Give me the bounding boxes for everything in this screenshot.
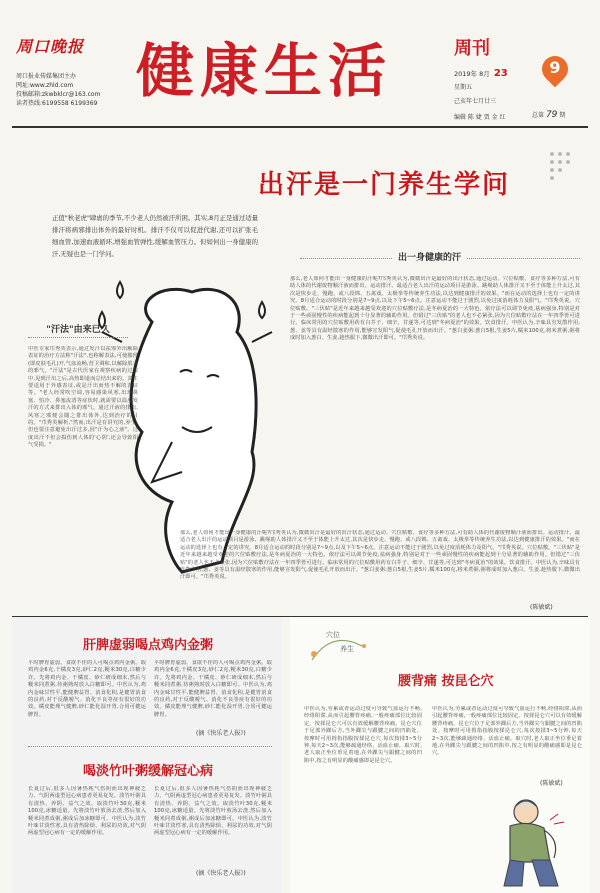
article-2-title: 喝淡竹叶粥缓解冠心病 xyxy=(82,764,213,779)
editor-line: 编辑 陈 婕 贾 金 红 xyxy=(454,114,506,121)
issue-suffix: 期 xyxy=(559,112,566,119)
weekly-label: 周刊 xyxy=(454,38,490,59)
dot-decoration xyxy=(548,150,570,182)
ornament-bottom: 养生 xyxy=(340,645,354,653)
article-2-body-left: 长夏过后,很多人因暑热耗气伤阴而出现神疲乏力、气阴两虚型冠心病患者更易复发。淡竹叶粥具有清热、养阴、益气之效。取淡竹叶30克,粳米100克,冰糖适量。先将淡竹叶煎汤去渣,然后加入粳米同煮成粥,粥成后加冰糖即可。中医认为,淡竹叶味甘淡性寒,具有清热除烦、利尿的功效,对气阴两虚型冠心病有一定的缓解作用。 xyxy=(28,786,146,837)
feature-source: (陈敏斌) xyxy=(530,604,553,611)
dots-icon xyxy=(548,150,570,182)
feature-headline: 出汗是一门养生学问 xyxy=(258,170,511,200)
article-divider xyxy=(28,746,272,747)
date-day: 23 xyxy=(493,68,508,79)
info-line: 周口报业传媒集团主办 xyxy=(16,73,77,80)
acupoint-ornament xyxy=(304,624,394,668)
paper-logo: 周口晚报 xyxy=(16,37,85,56)
feature-left-column: 中医专家邝秀英表示,通过发汗以祛邪外出解除表证的治疗方法称"汗法",也称解表法,可使腠理(即皮肤毛孔)开,气血流畅,营卫调和,以解除肌表的邪气。"汗法"是古代医家在观察疾病的过程中,见到汗出之后,高热即退而总结出来的。其主要适用于外感表证,或是汗出而热不解的表证等。"老人经常吹空调,容易感染风寒,出现鼻塞、怕冷、鼻塞流清等症状时,就需要以温度发汗的方式来排出入体的邪气。通过汗液的排出,风寒之邪便会随之排出体外,达到治疗的目的。"邝秀英解析,"然而,出汗是有讲究的,养生,但也要注意避免出汗过多,因"汗为心之液"。过度出汗不但会损伤到人体的'心阴',还会导致阳气受损。" xyxy=(28,346,138,449)
date-line xyxy=(454,68,508,79)
ornament-top: 穴位 xyxy=(326,631,340,639)
article-2-source: (摘《快乐老人报》) xyxy=(196,870,246,877)
lunar-date: 己亥年七月廿三 xyxy=(454,98,497,105)
feature-right-column-lower: 那么,老人如何才能出一身健康的汗呢?邝秀英认为,微微出汗是最好的出汗状态,通过运动、穴位贴敷、食疗等多种方法,可有助人体的代谢废物顺汗液而排出。运动排汗。最适合老人出汗的运动项目是游泳、跳绳助人体排汗又不至于体能上升太过,其次是快步走、慢跑、或八段锦、五禽戏、太极拳等传统养生功法,以达到健康排汗的效果。"而在运动的选择上也有一定的讲究。8月适合运动的时段分别是7~9点,以及下午5~6点。注意运动不能过于剧烈,以免过度消耗体力及阳气。"邝秀英说。穴位贴敷。"三伏贴"是近年来越来越受欢迎的穴位贴敷疗法,是冬病夏治的一大特色。依疗法可以调节免疫,祛病强身,特别是对于一些顽固慢性的疾病能起到十分显著的辅助作用。但错过"三伏贴"的老人也不必紧张,因为穴位贴敷疗法在一年四季皆可进行。临床常用的穴位贴敷用药有白芥子、细辛、甘遂等,可达到"冬病夏治"的效果。饮食排汗。中医认为,辛味具有发散作用,葱、姜等具有温经散寒的作用,能够宣发阳气,促使毛孔开放而出汗。"葱白姜粥:葱白5根,生姜5片,糯米100克,将米煮粥,粥将成时加入葱白、生姜,趁热服下,微微出汗即可。"邝秀英说。 xyxy=(180,530,580,581)
subheading-healthy-sweat xyxy=(300,250,580,266)
issue-line xyxy=(532,110,565,120)
article-1-body-left: 平时脾胃虚弱、食欲不佳的人可喝点鸡内金粥。取鸡内金6克,干橘皮3克,砂仁2克,粳米30克,白糖少许。先将鸡内金、干橘皮、砂仁研成细末,然后与粳米同煮粥,待粥熟时放入白糖即可。中医认为,鸡内金味甘性平,能健脾益胃、消食化积,是健胃消食的良药,对于反酸嗳气、消化不良等症有很好的功效。橘皮能理气健脾,砂仁能化湿开胃,合用可健运脾胃。 xyxy=(28,660,146,718)
subheading-text: "汗法"由来已久 xyxy=(46,325,110,335)
weekday: 星期五 xyxy=(454,84,473,91)
issue-label: 总第 xyxy=(532,112,545,119)
masthead-title: 健康生活 xyxy=(136,37,393,105)
info-lines xyxy=(16,72,136,108)
info-line: 网址:www.zhld.com xyxy=(16,82,74,89)
article-3-body-left: 中医认为,劳累或者运动过度可导致气血运行不畅,经络阻滞,从而引起腰背疼痛,一般疼痛部位比较固定。按揉昆仑穴可以有效缓解腰背疼痛。昆仑穴位于足部外踝后方,当外踝尖与跟腱之间的凹陷处。按摩时可用拇指指腹按揉昆仑穴,每次按揉3~5分钟,每天2~3次,能够疏通经络、活血止痛。取穴时,老人取正坐位垂足着地,在外踝尖与跟腱之间的凹陷中,按之有明显的酸痛感即是昆仑穴。 xyxy=(304,706,422,764)
page-number: 9 xyxy=(549,58,561,77)
issue-number: 79 xyxy=(545,110,558,120)
article-3-body-right: 中医认为,劳累或者运动过度可导致气血运行不畅,经络阻滞,从而引起腰背疼痛,一般疼痛部位比较固定。按揉昆仑穴可以有效缓解腰背疼痛。昆仑穴位于足部外踝后方,当外踝尖与跟腱之间的凹陷处。按摩时可用拇指指腹按揉昆仑穴,每次按揉3~5分钟,每天2~3次,能够疏通经络、活血止痛。取穴时,老人取正坐位垂足着地,在外踝尖与跟腱之间的凹陷中,按之有明显的酸痛感即是昆仑穴。 xyxy=(432,706,582,757)
info-line: 读者热线:6199558 6199369 xyxy=(16,100,98,107)
article-2-body-right: 长夏过后,很多人因暑热耗气伤阴而出现神疲乏力、气阴两虚型冠心病患者更易复发。淡竹叶粥具有清热、养阴、益气之效。取淡竹叶30克,粳米100克,冰糖适量。先将淡竹叶煎汤去渣,然后加入粳米同煮成粥,粥成后加冰糖即可。中医认为,淡竹叶味甘淡性寒,具有清热除烦、利尿的功效,对气阴两虚型冠心病有一定的缓解作用。 xyxy=(154,786,272,837)
feature-right-column: 那么,老人如何才能出一身健康的汗呢?邝秀英认为,微微出汗是最好的出汗状态,通过运动、穴位贴敷、食疗等多种方法,可有助人体的代谢废物顺汗液而排出。运动排汗。最适合老人出汗的运动项目是游泳、跳绳助人体排汗又不至于体能上升太过,其次是快步走、慢跑、或八段锦、五禽戏、太极拳等传统养生功法,以达到健康排汗的效果。"而在运动的选择上也有一定的讲究。8月适合运动的时段分别是7~9点,以及下午5~6点。注意运动不能过于剧烈,以免过度消耗体力及阳气。"邝秀英说。穴位贴敷。"三伏贴"是近年来越来越受欢迎的穴位贴敷疗法,是冬病夏治的一大特色。依疗法可以调节免疫,祛病强身,特别是对于一些顽固慢性的疾病能起到十分显著的辅助作用。但错过"三伏贴"的老人也不必紧张,因为穴位贴敷疗法在一年四季皆可进行。临床常用的穴位贴敷用药有白芥子、细辛、甘遂等,可达到"冬病夏治"的效果。饮食排汗。中医认为,辛味具有发散作用,葱、姜等具有温经散寒的作用,能够宣发阳气,促使毛孔开放而出汗。"葱白姜粥:葱白5根,生姜5片,糯米100克,将米煮粥,粥将成时加入葱白、生姜,趁热服下,微微出汗即可。"邝秀英说。 xyxy=(290,276,580,342)
article-1-source: (摘《快乐老人报》) xyxy=(196,730,246,737)
article-3-title: 腰背痛 按昆仑穴 xyxy=(398,674,494,689)
article-1-title: 肝脾虚弱喝点鸡内金粥 xyxy=(82,638,213,653)
feature-intro: 正值"秋老虎"肆虐的季节,不少老人仍然被汗所困。其实,8月正是通过适量排汗将病邪排出体外的最好时机。排汗不仅可以促进代谢,还可以扩张毛细血管,加速血液循环,增强血管弹性,缓解血管压力。但如何出一身健康的汗,无疑也是一门学问。 xyxy=(52,214,258,258)
date-prefix: 2019年 8月 xyxy=(454,70,490,78)
elderly-back-pain-illustration xyxy=(470,790,590,890)
subheading-sweat-method xyxy=(28,322,128,338)
subheading-dotted-rule xyxy=(28,337,128,338)
info-line: 投稿邮箱:zkwbklcr@163.com xyxy=(16,91,101,98)
article-1-body-right: 平时脾胃虚弱、食欲不佳的人可喝点鸡内金粥。取鸡内金6克,干橘皮3克,砂仁2克,粳米30克,白糖少许。先将鸡内金、干橘皮、砂仁研成细末,然后与粳米同煮粥,待粥熟时放入白糖即可。中医认为,鸡内金味甘性平,能健脾益胃、消食化积,是健胃消食的良药,对于反酸嗳气、消化不良等症有很好的功效。橘皮能理气健脾,砂仁能化湿开胃,合用可健运脾胃。 xyxy=(154,660,272,718)
section-rule xyxy=(12,616,588,617)
subheading-text: 出一身健康的汗 xyxy=(392,250,467,263)
article-3-source: (陈敏斌) xyxy=(540,780,563,787)
masthead-rule xyxy=(12,126,588,128)
